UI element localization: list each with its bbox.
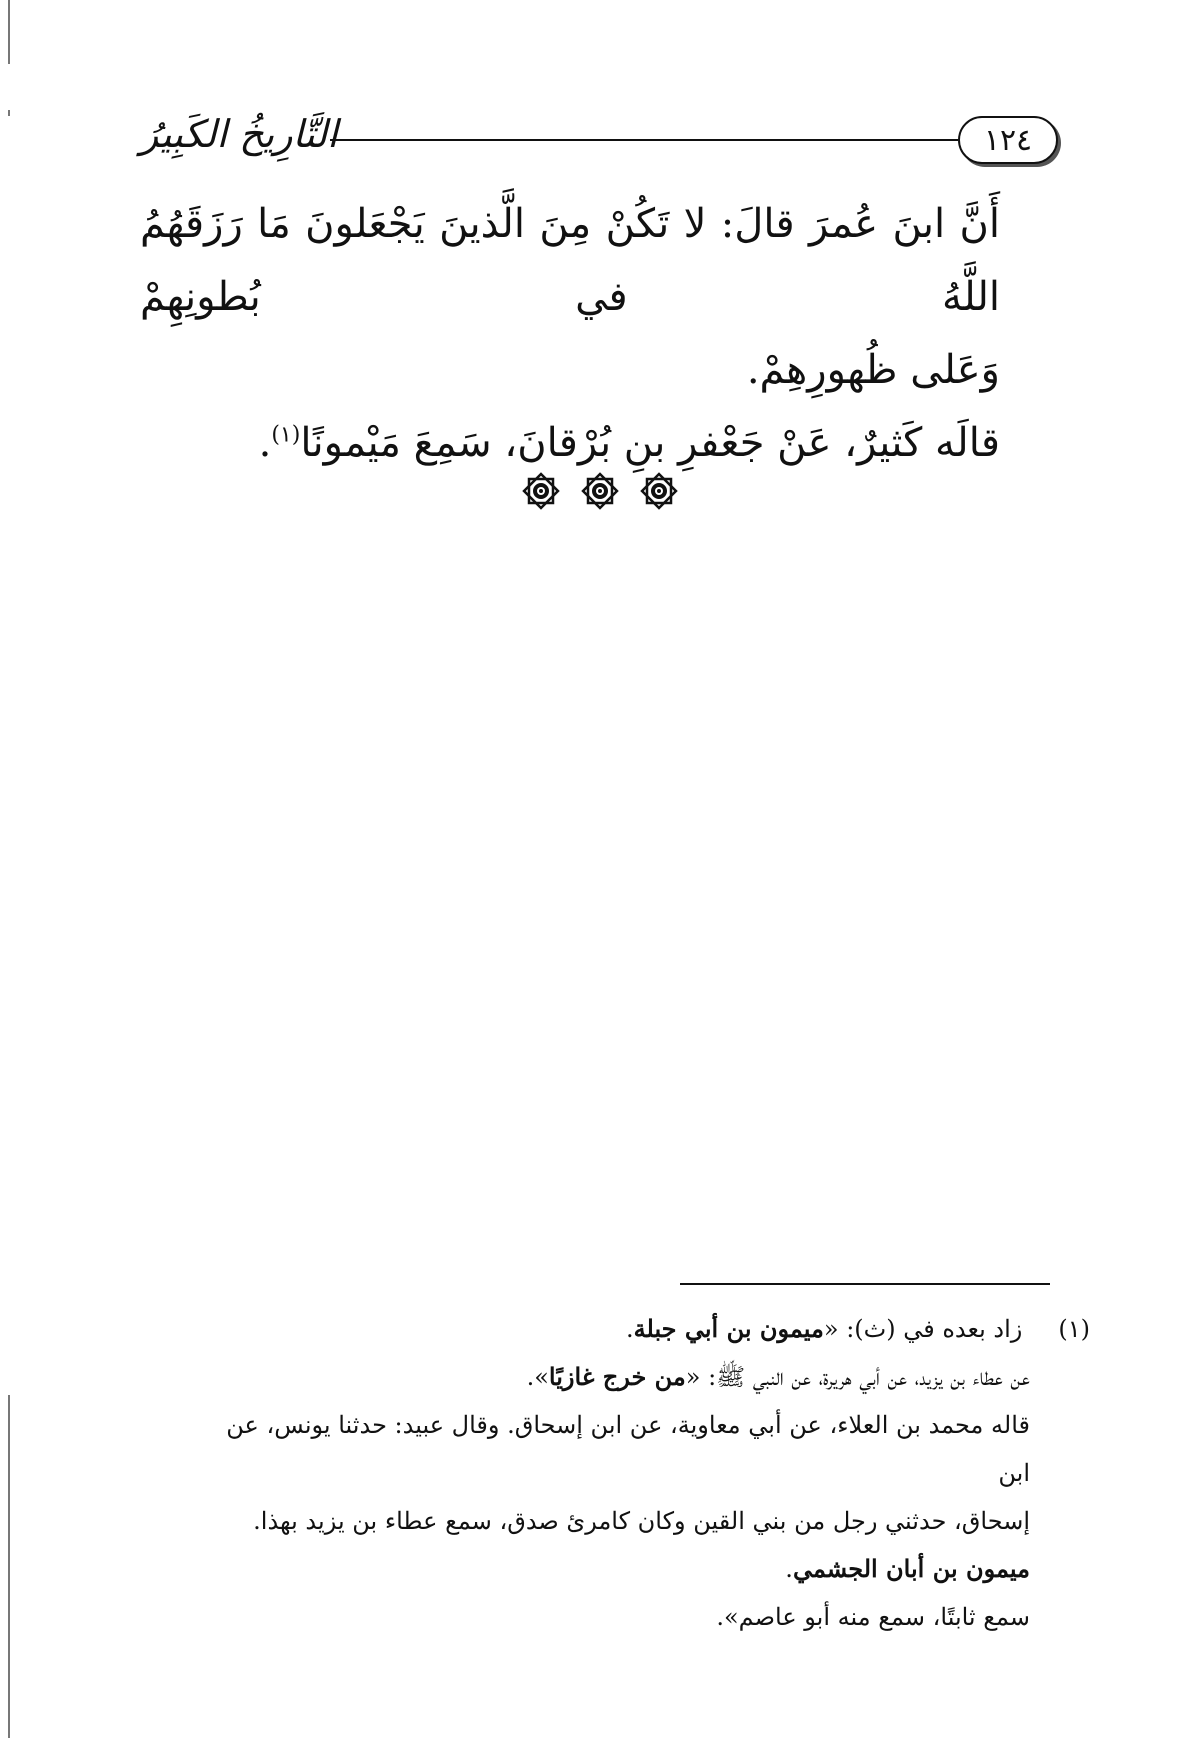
main-text-line: أَنَّ ابنَ عُمرَ قالَ: لا تَكُنْ مِنَ الَّذينَ يَجْعَلونَ مَا رَزَقَهُمُ اللَّهُ في بُطونِهِمْ — [140, 201, 1000, 320]
footnote-reference[interactable]: (١) — [271, 422, 301, 448]
section-separator — [520, 470, 680, 512]
page-number-badge — [958, 116, 1058, 164]
footnote-number: (١) — [1058, 1315, 1090, 1343]
footnotes — [210, 1305, 1090, 1641]
footnote-bold-text: ميمون بن أبان الجشمي — [792, 1554, 1030, 1583]
footnote-rule — [680, 1283, 1050, 1285]
ornament-icon — [579, 470, 621, 512]
footnote-line: قاله محمد بن العلاء، عن أبي معاوية، عن ابن إسحاق. وقال عبيد: حدثنا يونس، عن ابن — [226, 1411, 1030, 1487]
footnote-text: ». — [526, 1363, 549, 1391]
page-number: ١٢٤ — [983, 122, 1033, 158]
footnote-line — [210, 1305, 1090, 1353]
page-header — [140, 112, 1058, 172]
main-text — [140, 188, 1000, 480]
footnote-line: إسحاق، حدثني رجل من بني القين وكان كامرئ صدق، سمع عطاء بن يزيد بهذا. — [253, 1507, 1030, 1535]
main-text-line: وَعَلى ظُهورِهِمْ. — [746, 347, 1000, 393]
footnote-text: عن عطاء بن يزيد، عن أبي هريرة، عن النبي ﷺ: « — [685, 1363, 1030, 1391]
ornament-icon — [638, 470, 680, 512]
ornament-icon — [520, 470, 562, 512]
footnote-line — [210, 1353, 1090, 1401]
scan-margin-mark — [8, 0, 10, 64]
footnote-bold-text: ميمون بن أبي جبلة — [633, 1314, 824, 1343]
header-rule — [330, 139, 958, 141]
footnote-text: . — [625, 1315, 634, 1343]
main-text-line-body: قالَه كَثيرٌ، عَنْ جَعْفرِ بنِ بُرْقانَ، سَمِعَ مَيْمونًا — [300, 420, 1000, 466]
footnote-line — [210, 1545, 1090, 1593]
footnote-text: زاد بعده في (ث): « — [823, 1315, 1023, 1343]
footnote-text: . — [785, 1555, 793, 1583]
footnote-line: سمع ثابتًا، سمع منه أبو عاصم». — [716, 1603, 1030, 1631]
footnote-bold-text: من خرج غازيًا — [548, 1362, 686, 1391]
book-title: التَّارِيخُ الكَبِيرُ — [140, 112, 338, 156]
scan-margin-mark — [8, 1395, 10, 1738]
main-text-line-end: . — [258, 420, 272, 466]
scan-margin-mark — [8, 110, 10, 116]
